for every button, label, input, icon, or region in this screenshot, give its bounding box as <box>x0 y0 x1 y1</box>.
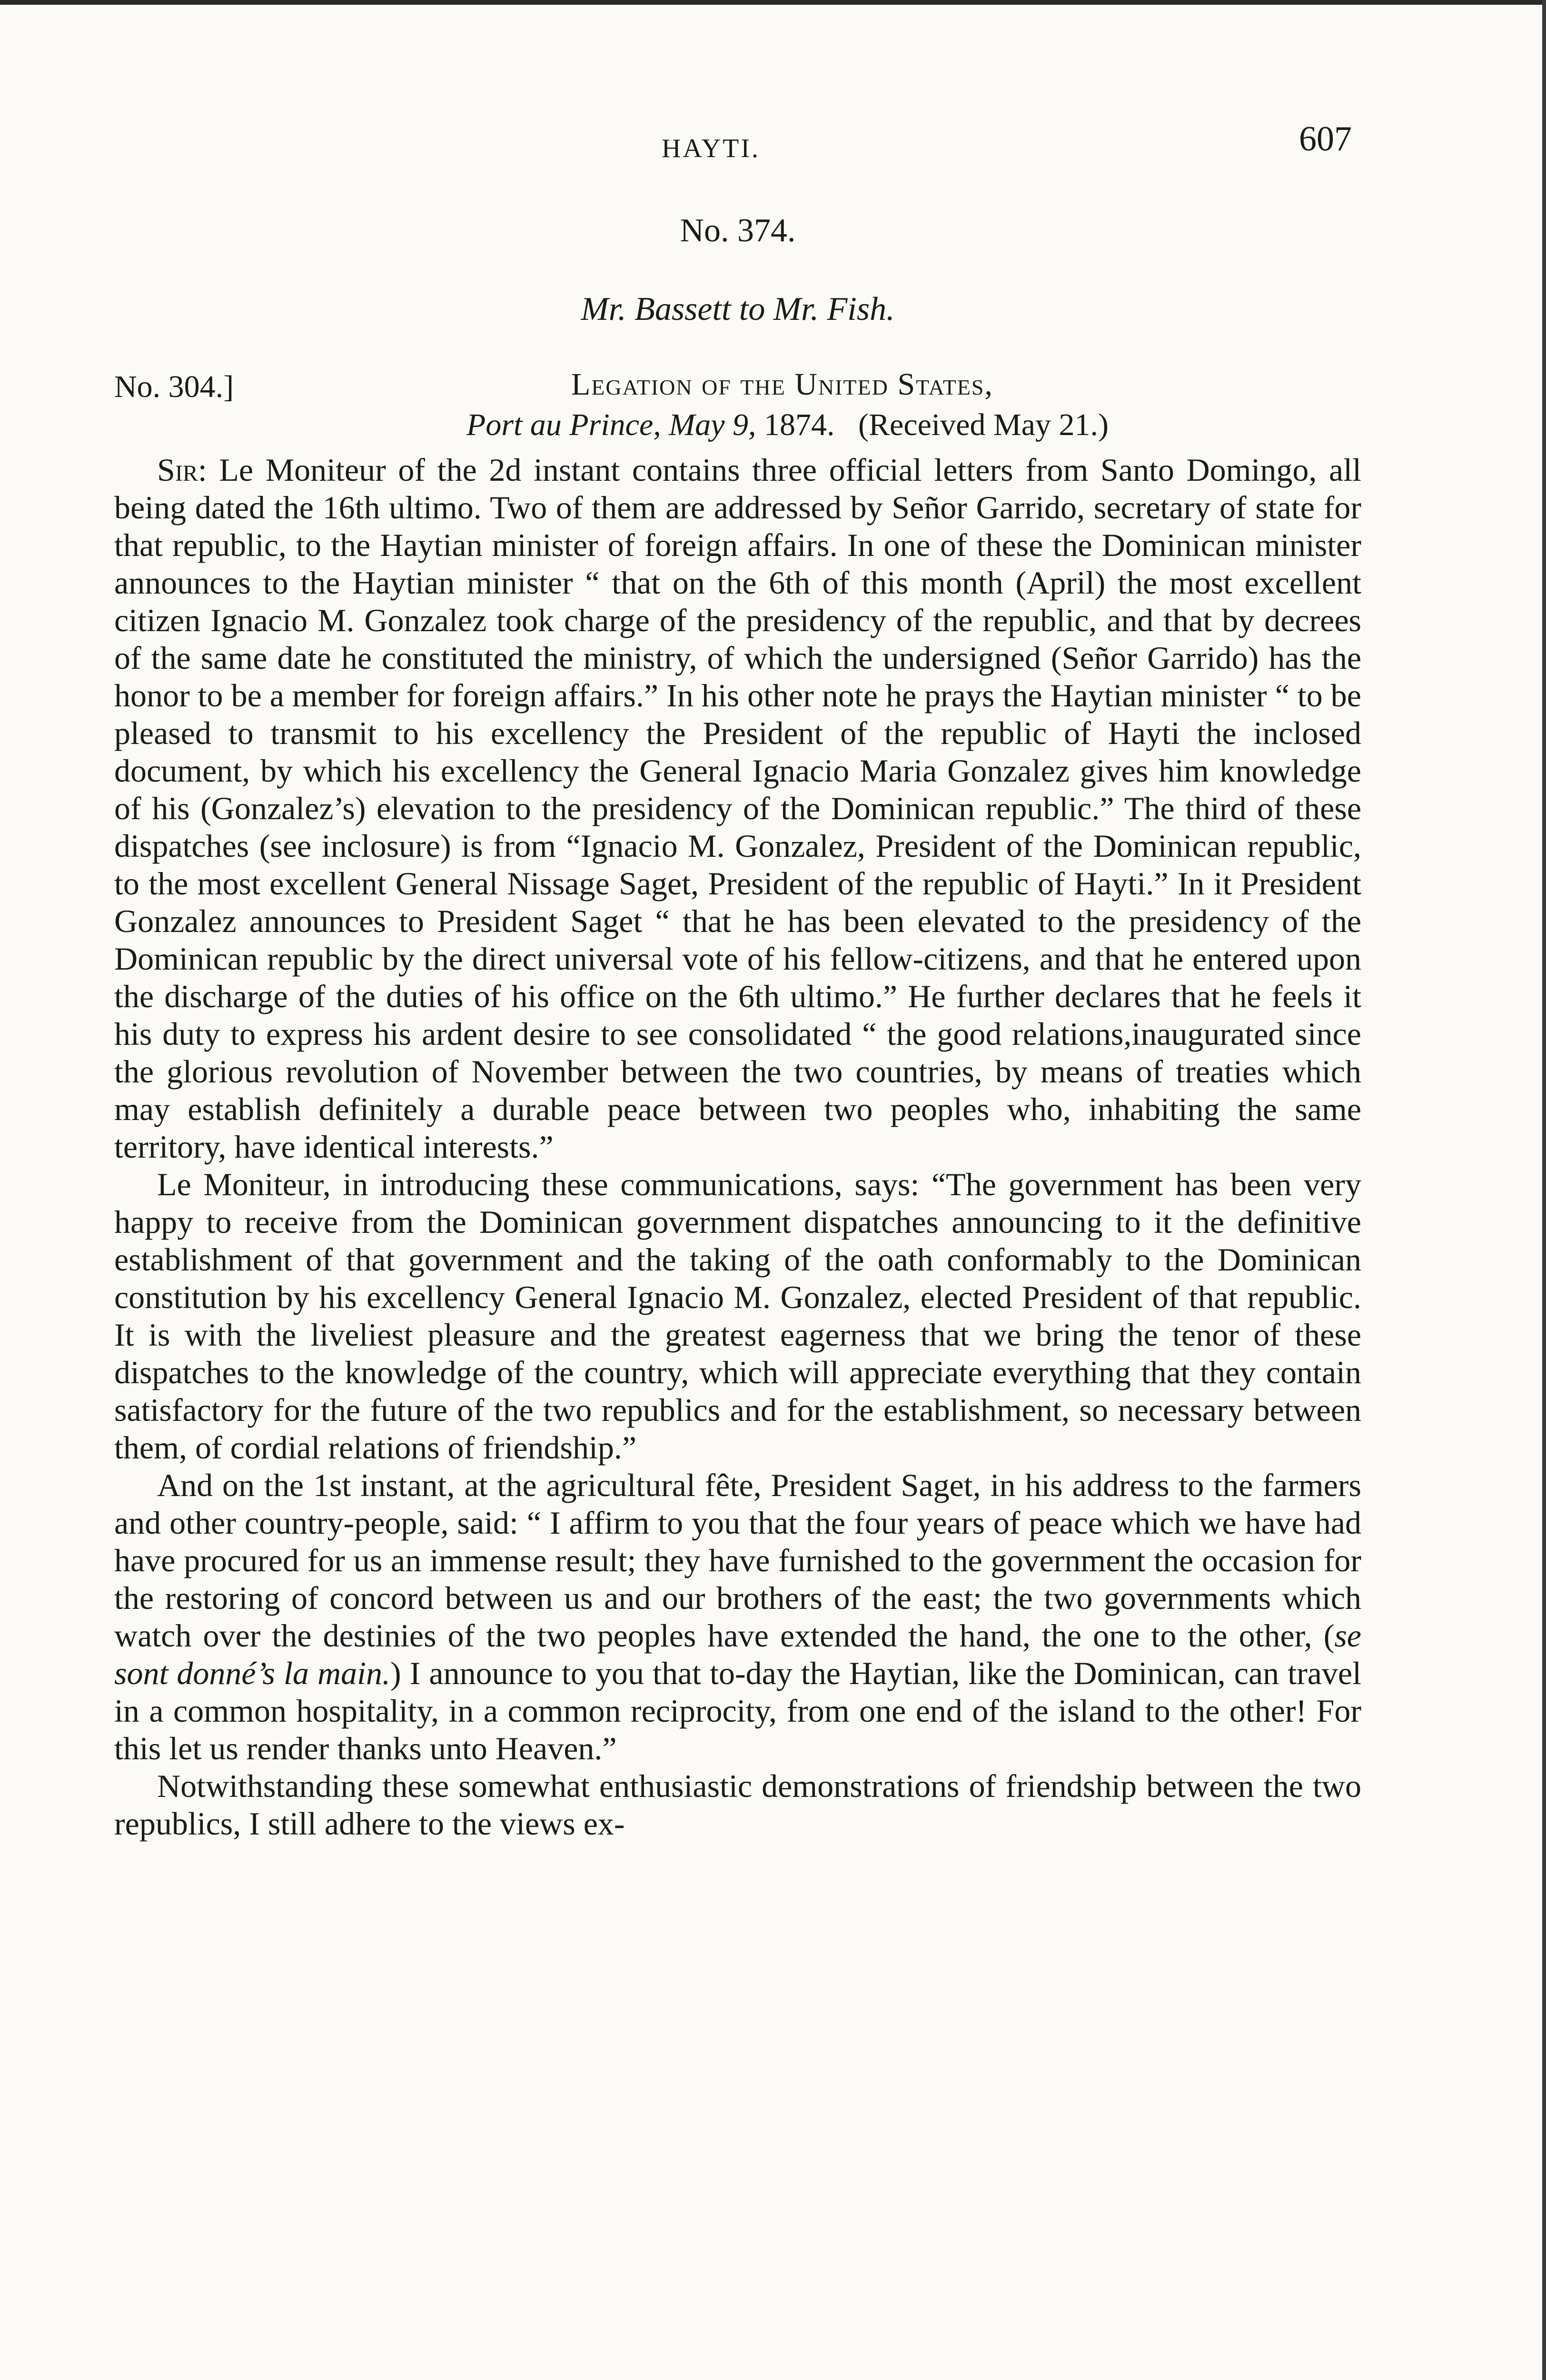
paragraph-1 <box>114 451 1361 1166</box>
document-subtitle: Mr. Bassett to Mr. Fish. <box>581 291 895 327</box>
letter-body <box>114 451 1361 1843</box>
page-number: 607 <box>1299 119 1352 159</box>
received-date: (Received May 21.) <box>858 407 1109 442</box>
top-edge-rule <box>0 0 1546 5</box>
dateline <box>466 407 1109 443</box>
paragraph-3-text-b: ) I announce to you that to-day the Haytian, like the Dominican, can travel in a common hospitality, in a common reciprocity, from one end of the island to the other! For this let us render thanks unto Heaven.” <box>114 1655 1361 1766</box>
dispatch-number: No. 304.] <box>114 369 234 404</box>
paragraph-3 <box>114 1467 1361 1767</box>
french-quote: se sont donné’s la main. <box>114 1617 1361 1691</box>
running-head <box>114 119 1361 162</box>
right-edge-rule <box>1542 0 1546 2380</box>
document-number: No. 374. <box>680 212 796 249</box>
paragraph-1-text: Le Moniteur of the 2d instant contains three official letters from Santo Domingo, all being dated the 16th ultimo. Two of them are addressed by Señor Garrido, secretary of state for that republic, to the Haytian minister of foreign affairs. In one of these the Dominican minister announces to the Haytian minister “ that on the 6th of this month (April) the most excellent citizen Ignacio M. Gonzalez took charge of the presidency of the republic, and that by decrees of the same date he constituted the ministry, of which the undersigned (Señor Garrido) has the honor to be a member for foreign affairs.” In his other note he prays the Haytian minister “ to be pleased to transmit to his excellency the President of the republic of Hayti the inclosed document, by which his excellency the General Ignacio Maria Gonzalez gives him knowledge of his (Gonzalez’s) elevation to the presidency of the Dominican republic.” The third of these dispatches (see inclosure) is from “Ignacio M. Gonzalez, President of the Dominican republic, to the most excellent General Nissage Saget, President of the republic of Hayti.” In it President Gonzalez announces to President Saget “ that he has been elevated to the presidency of the Dominican republic by the direct universal vote of his fellow-citizens, and that he entered upon the discharge of the duties of his office on the 6th ultimo.” He further declares that he feels it his duty to express his ardent desire to see consolidated “ the good relations,inaugurated since the glorious revolution of November between the two countries, by means of treaties which may establish definitely a durable peace between two peoples who, inhabiting the same territory, have identical interests.” <box>114 452 1361 1165</box>
paragraph-3-text-a: And on the 1st instant, at the agricultural fête, President Saget, in his address to the farmers and other country-people, said: “ I affirm to you that the four years of peace which we have had have procured for us an immense result; they have furnished to the government the occasion for the restoring of concord between us and our brothers of the east; the two governments which watch over the destinies of the two peoples have extended the hand, the one to the other, ( <box>114 1467 1361 1654</box>
running-title: HAYTI. <box>662 134 761 163</box>
legation-heading: Legation of the United States, <box>571 367 993 402</box>
paragraph-4: Notwithstanding these somewhat enthusiastic demonstrations of friendship between the two republics, I still adhere to the views ex- <box>114 1768 1361 1842</box>
salutation: Sir: <box>157 452 207 488</box>
year: 1874. <box>764 407 835 442</box>
place-date: Port au Prince, May 9, <box>466 407 756 442</box>
paragraph-2: Le Moniteur, in introducing these communications, says: “The government has been very happy to receive from the Dominican government dispatches announcing to it the definitive establishment of that government and the taking of the oath conformably to the Dominican constitution by his excellency General Ignacio M. Gonzalez, elected President of that republic. It is with the liveliest pleasure and the greatest eagerness that we bring the tenor of these dispatches to the knowledge of the country, which will appreciate everything that they contain satisfactory for the future of the two republics and for the establishment, so necessary between them, of cordial relations of friendship.” <box>114 1166 1361 1466</box>
